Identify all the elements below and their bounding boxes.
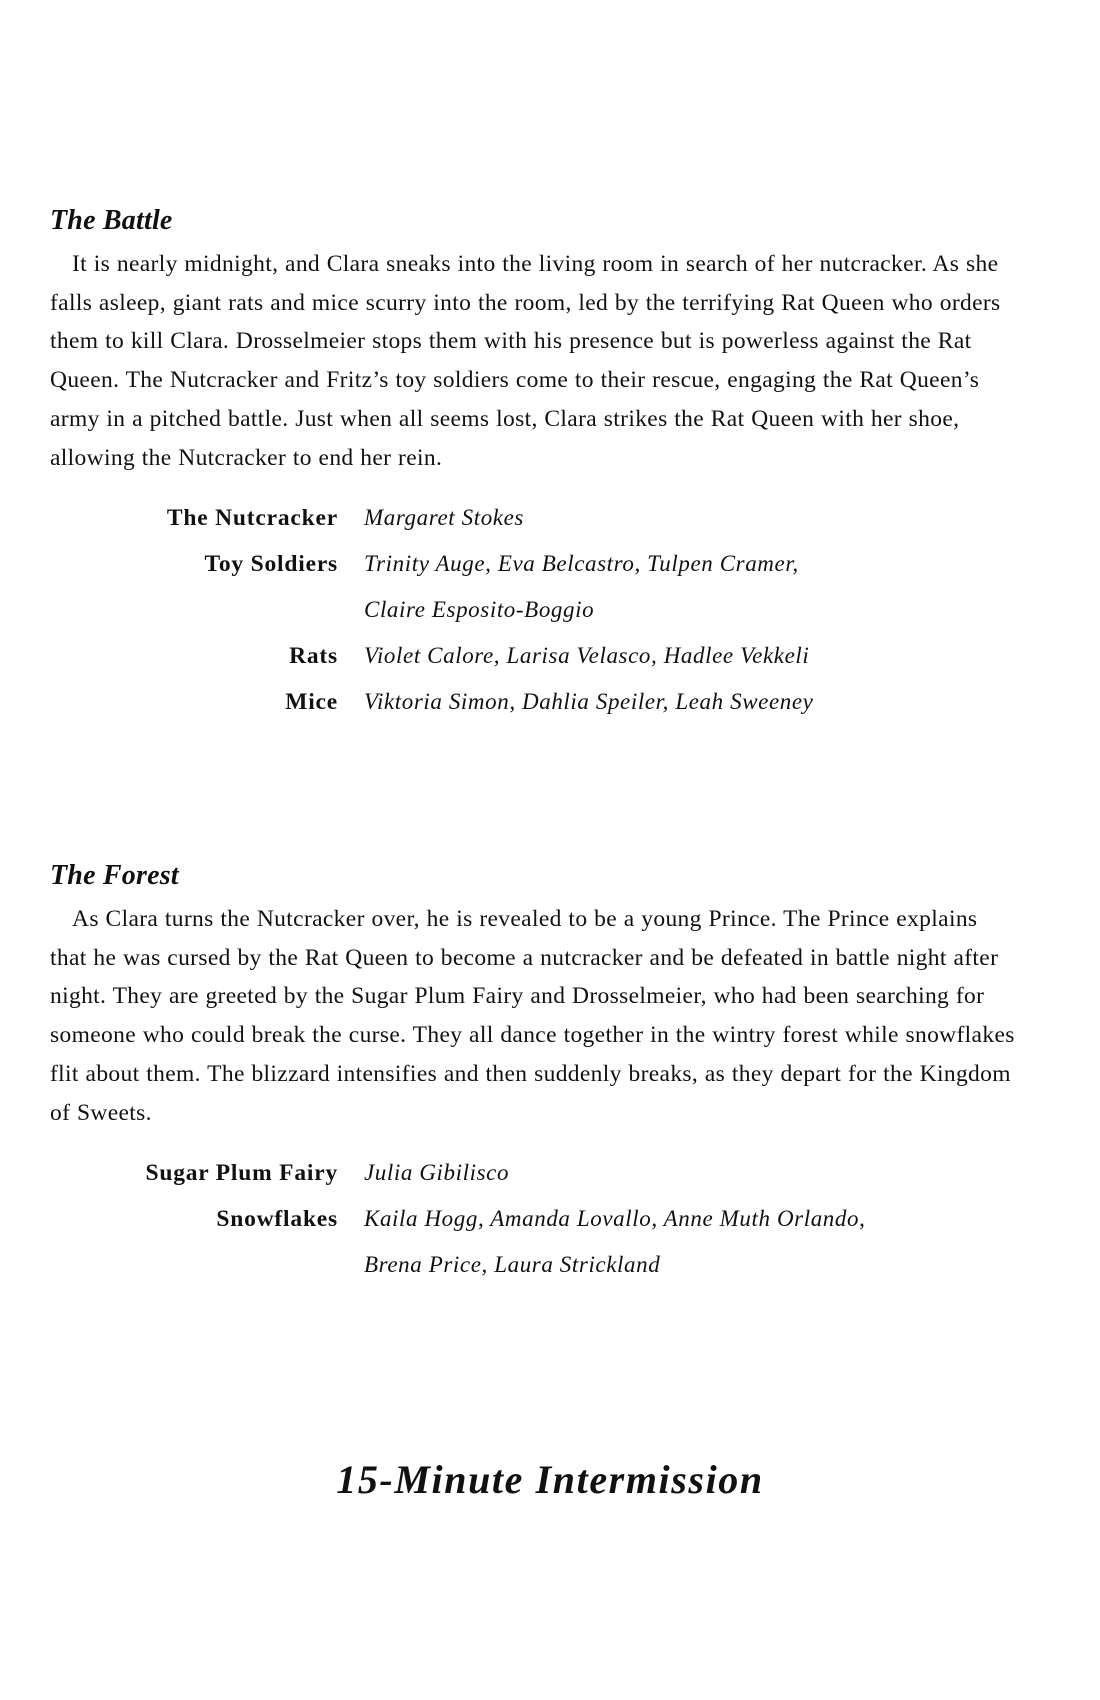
cast-dancers: Viktoria Simon, Dahlia Speiler, Leah Sweeney — [364, 689, 814, 715]
cast-list — [50, 1150, 1020, 1288]
cast-role: Snowflakes — [216, 1206, 338, 1233]
section-the-forest — [50, 858, 1020, 1288]
cast-role: Toy Soldiers — [204, 551, 338, 578]
cast-dancers: Margaret Stokes — [364, 505, 524, 531]
cast-role — [50, 587, 338, 633]
section-title: The Battle — [50, 205, 173, 236]
intermission-heading: 15-Minute Intermission — [336, 1457, 764, 1502]
cast-role: The Nutcracker — [166, 505, 338, 532]
cast-dancers: Julia Gibilisco — [364, 1160, 510, 1186]
cast-role: Mice — [285, 689, 338, 716]
cast-role — [50, 1242, 338, 1288]
cast-dancers: Trinity Auge, Eva Belcastro, Tulpen Cramer, — [364, 551, 799, 577]
cast-dancers: Kaila Hogg, Amanda Lovallo, Anne Muth Orlando, — [364, 1206, 866, 1232]
section-the-battle — [50, 203, 1020, 725]
cast-dancers: Claire Esposito-Boggio — [364, 597, 595, 623]
synopsis-paragraph: As Clara turns the Nutcracker over, he is revealed to be a young Prince. The Prince explains that he was cursed by the Rat Queen to become a nutcracker and be defeated in battle night after night. They are greeted by the Sugar Plum Fairy and Drosselmeier, who had been searching for someone who could break the curse. They all dance together in the wintry forest while snowflakes flit about them. The blizzard intensifies and then suddenly breaks, as they depart for the Kingdom of Sweets. — [50, 906, 1015, 1126]
cast-role: Sugar Plum Fairy — [145, 1160, 338, 1187]
cast-list — [50, 495, 1020, 725]
section-title: The Forest — [50, 860, 179, 891]
cast-dancers: Violet Calore, Larisa Velasco, Hadlee Vekkeli — [364, 643, 810, 669]
cast-dancers: Brena Price, Laura Strickland — [364, 1252, 661, 1278]
cast-role: Rats — [289, 643, 338, 670]
synopsis-paragraph: It is nearly midnight, and Clara sneaks into the living room in search of her nutcracker. As she falls asleep, giant rats and mice scurry into the room, led by the terrifying Rat Queen who orders them to kill Clara. Drosselmeier stops them with his presence but is powerless against the Rat Queen. The Nutcracker and Fritz’s toy soldiers come to their rescue, engaging the Rat Queen’s army in a pitched battle. Just when all seems lost, Clara strikes the Rat Queen with her shoe, allowing the Nutcracker to end her rein. — [50, 251, 1001, 471]
